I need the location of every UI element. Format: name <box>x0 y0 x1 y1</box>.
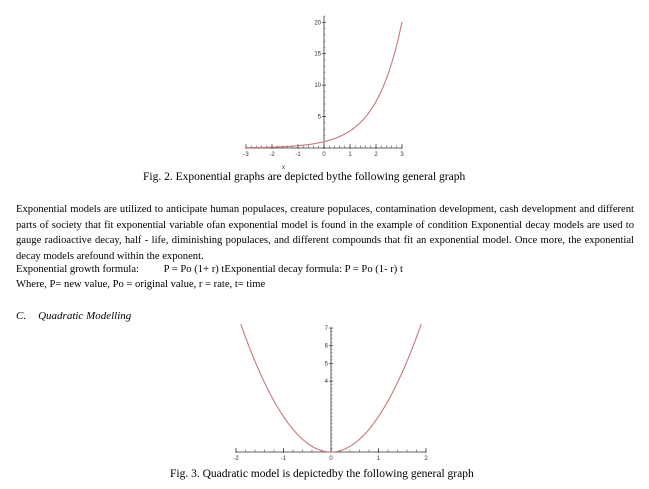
x-axis-letter: x <box>282 165 285 171</box>
y-tick-label: 15 <box>314 51 321 58</box>
growth-formula: P = Po (1+ r) tExponential decay formula: P = Po (1- r) t <box>163 264 403 275</box>
x-tick-label: 0 <box>329 456 333 462</box>
exponential-graph <box>236 10 416 172</box>
x-tick-label: -2 <box>233 456 239 462</box>
section-title: Quadratic Modelling <box>38 310 132 322</box>
x-tick-label: -1 <box>295 152 301 158</box>
y-tick-label: 6 <box>324 343 328 350</box>
x-tick-label: -3 <box>243 152 249 158</box>
x-tick-label: -1 <box>280 456 287 462</box>
y-tick-label: 5 <box>324 361 328 368</box>
exponential-graph-axes <box>246 16 402 148</box>
x-tick-label: 3 <box>400 152 404 158</box>
figure-2-caption: Fig. 2. Exponential graphs are depicted bythe following general graph <box>143 171 466 183</box>
x-tick-label: 1 <box>376 456 381 462</box>
x-tick-label: 2 <box>374 152 378 158</box>
where-line: Where, P= new value, Po = original value, r = rate, t= time <box>16 279 266 290</box>
section-heading <box>16 310 131 322</box>
y-tick-label: 20 <box>314 20 321 27</box>
quadratic-graph <box>226 324 436 464</box>
quadratic-graph-axes <box>236 328 426 452</box>
section-number: C. <box>16 310 27 322</box>
x-tick-label: 0 <box>322 152 326 158</box>
body-paragraph: Exponential models are utilized to anticipate human populaces, creature populaces, contamination development, cash development and different parts of society that fit exponential variable ofan exponential model is found in the example of condition Exponential decay models are used to gauge radioactive decay, half - life, diminishing populaces, and different compounds that fit an exponential model. Once more, the exponential decay models arefound within the exponent. <box>16 204 634 262</box>
x-tick-label: 1 <box>348 152 352 158</box>
y-tick-label: 5 <box>317 114 321 121</box>
x-tick-label: -2 <box>269 152 275 158</box>
y-tick-label: 4 <box>324 379 328 386</box>
x-tick-label: 2 <box>424 456 428 462</box>
figure-3-caption: Fig. 3. Quadratic model is depictedby the following general graph <box>170 468 474 480</box>
y-tick-label: 10 <box>314 83 321 90</box>
formula-line <box>16 264 403 275</box>
growth-formula-label: Exponential growth formula: <box>16 264 139 275</box>
y-tick-label: 7 <box>324 326 328 332</box>
